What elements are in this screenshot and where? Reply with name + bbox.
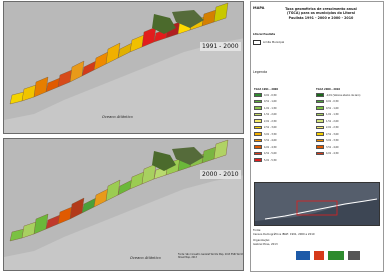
legend-swatch [316,113,324,116]
legend-label: 2,51 - 3,00 [326,132,339,136]
legend-item [254,126,277,130]
legend-col2-head: TGCA 2000 - 2010 [316,88,340,91]
limits-label: Litoral Paulista [253,33,276,36]
legend-item [254,145,277,149]
legend-swatch [316,106,324,109]
legend-swatch [316,119,324,122]
map-source: Fonte: São Conselho GeoGlat Worlds Map, 2013 ESRI World Street Map, 2013 [178,253,243,259]
legend-label: 3,01 - 3,50 [326,139,339,142]
org-label: Organização: [253,239,271,242]
fonte-label: Fonte: [253,229,262,232]
inset-map-graphic [255,183,380,226]
legend-item [254,113,277,117]
legend-item [316,93,360,97]
legend-item [254,119,277,123]
legend-item [316,145,339,149]
legend-item [316,152,339,156]
legend-label: 3,51 - 4,00 [326,145,339,149]
legend-swatch [316,139,324,142]
legend-swatch [316,145,324,148]
mapa-label: MAPA [253,6,265,10]
location-inset-map [254,182,380,226]
ocean-label: Oceano Atlântico [102,115,133,119]
legend-swatch [254,152,262,155]
legend-swatch [316,100,324,103]
legend-label: 0,01 - 0,50 [264,93,277,97]
legend-item [254,93,277,97]
map-title: Taxa geométrica de crescimento anual (TGCA) para os municípios do Litoral Paulista 1991 - 2000 e 2000 - 2010 [285,7,357,20]
legend-label: 2,51 - 3,00 [264,126,277,129]
limit-item: Limite Municipal [263,41,285,44]
limit-swatch [253,40,261,45]
legend-label: 1,51 - 2,00 [264,113,277,116]
legend-swatch [254,158,262,161]
legend-label: 3,51 - 4,00 [264,139,277,142]
legend-item [316,113,339,117]
legend-label: 3,01 - 3,50 [264,132,277,136]
legend-title: Legenda [253,70,268,74]
legend-label: 2,01 - 2,50 [326,126,339,129]
fonte-text: Censos Demográficos IBGE: 1991, 2000 e 2010 [253,233,315,236]
legend-item [254,139,277,143]
legend-item [316,132,339,136]
legend-label: -0,01 (Valores abaixo de zero) [326,93,361,97]
logo-block [328,251,344,260]
legend-swatch [254,132,262,135]
logo-block [348,251,360,260]
legend-swatch [254,93,262,96]
legend-item [254,106,277,110]
legend-swatch [254,100,262,103]
legend-label: 0,01 - 0,50 [326,100,339,103]
legend-item [316,100,339,104]
legend-item [316,139,339,143]
legend-label: 1,01 - 1,50 [326,113,339,116]
org-text: Gabriel Pires, 2013 [253,243,278,246]
logo-block [296,251,310,260]
legend-swatch [316,126,324,129]
legend-swatch [316,93,324,96]
legend-swatch [254,145,262,148]
logo-block [314,251,324,260]
legend-swatch [254,139,262,142]
legend-swatch [316,152,324,155]
legend-label: 4,01 - 4,50 [326,152,339,155]
legend-label: 0,51 - 1,00 [264,100,277,103]
legend-item [316,119,339,123]
legend-col1-head: TGCA 1991 - 2000 [254,88,278,91]
legend-swatch [254,126,262,129]
map-2000-2010 [3,138,244,271]
legend-swatch [316,132,324,135]
legend-swatch [254,119,262,122]
legend-item [254,152,277,156]
legend-label: 2,01 - 2,50 [264,119,277,123]
period-label: 1991 - 2000 [202,43,239,50]
legend-label: 4,01 - 4,50 [264,145,277,149]
ocean-label: Oceano Atlântico [130,256,161,260]
legend-item [316,126,339,130]
legend-label: 0,51 - 1,00 [326,106,339,110]
legend-label: 1,01 - 1,50 [264,106,277,110]
legend-item [254,100,277,104]
logos-graphic [294,250,364,261]
legend-label: 5,01 - 5,50 [264,158,277,162]
legend-item [254,158,277,162]
legend-item [254,132,277,136]
legend-label: 1,51 - 2,00 [326,119,339,123]
legend-label: 4,51 - 5,00 [264,152,277,155]
legend-item [316,106,339,110]
legend-swatch [254,106,262,109]
limits-legend [253,40,284,45]
period-label: 2000 - 2010 [202,171,239,178]
legend-swatch [254,113,262,116]
coastline-map-2 [4,139,244,271]
institution-logos [294,246,364,257]
map-1991-2000 [3,1,244,134]
